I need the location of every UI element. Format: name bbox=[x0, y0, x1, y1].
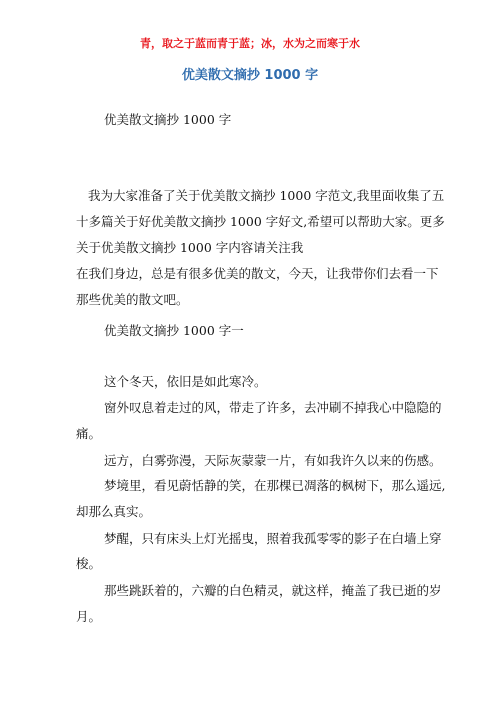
paragraph-line: 梭。 bbox=[76, 556, 102, 571]
paragraph-line: 痛。 bbox=[76, 426, 102, 441]
section-heading: 优美散文摘抄 1000 字一 bbox=[104, 323, 244, 338]
motto-header: 青，取之于蓝而青于蓝；冰，水为之而寒于水 bbox=[140, 37, 360, 50]
paragraph-line: 月。 bbox=[76, 609, 102, 624]
paragraph-line: 窗外叹息着走过的风，带走了许多，去冲刷不掉我心中隐隐的 bbox=[104, 400, 442, 415]
paragraph-line: 十多篇关于好优美散文摘抄 1000 字好文,希望可以帮助大家。更多 bbox=[76, 214, 445, 229]
paragraph-line: 关于优美散文摘抄 1000 字内容请关注我 bbox=[76, 240, 304, 255]
paragraph-line: 在我们身边，总是有很多优美的散文，今天，让我带你们去看一下 bbox=[76, 266, 439, 281]
paragraph-line: 那些优美的散文吧。 bbox=[76, 292, 189, 307]
paragraph-line: 我为大家准备了关于优美散文摘抄 1000 字范文,我里面收集了五 bbox=[88, 188, 445, 203]
paragraph-line: 这个冬天，依旧是如此寒冷。 bbox=[104, 374, 267, 389]
paragraph-line: 却那么真实。 bbox=[76, 504, 152, 519]
paragraph-line: 梦境里，看见蔚恬静的笑，在那棵已凋落的枫树下，那么遥远, bbox=[104, 478, 446, 493]
paragraph-line: 远方，白雾弥漫，天际灰蒙蒙一片，有如我许久以来的伤感。 bbox=[104, 453, 442, 468]
paragraph-line: 梦醒，只有床头上灯光摇曳，照着我孤零零的影子在白墙上穿 bbox=[104, 531, 442, 546]
document-title: 优美散文摘抄 1000 字 bbox=[181, 68, 319, 83]
section-heading: 优美散文摘抄 1000 字 bbox=[104, 112, 232, 127]
paragraph-line: 那些跳跃着的，六瓣的白色精灵，就这样，掩盖了我已逝的岁 bbox=[104, 583, 442, 598]
